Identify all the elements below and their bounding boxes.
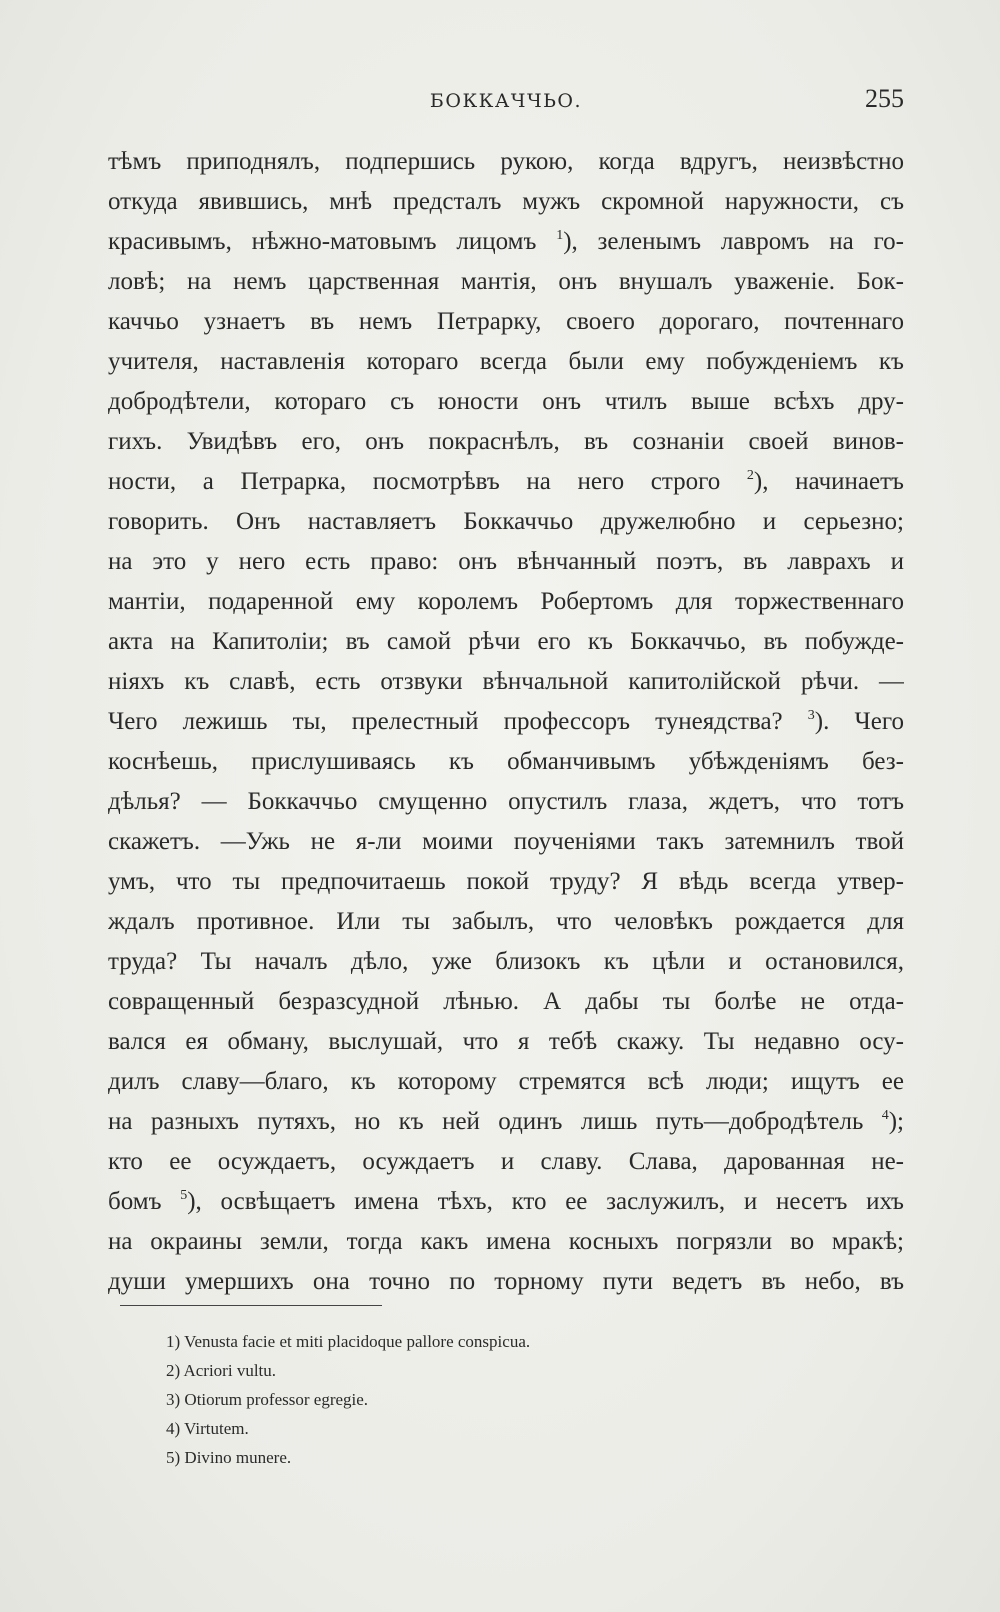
footnote: 2) Acriori vultu. — [166, 1361, 277, 1380]
text-line — [108, 142, 904, 182]
text-line — [108, 702, 904, 742]
text-line — [108, 1102, 904, 1142]
text-segment: ности, а Петрарка, посмотрѣвъ на него строго — [108, 468, 747, 495]
text-segment: добродѣтели, котораго съ юности онъ чтилъ выше всѣхъ дру- — [108, 388, 904, 415]
footnote: 4) Virtutem. — [166, 1419, 249, 1438]
footnote: 1) Venusta facie et miti placidoque pallore conspicua. — [166, 1332, 531, 1351]
text-segment: совращенный безразсудной лѣнью. А дабы ты болѣе не отда- — [108, 988, 904, 1015]
text-line — [108, 382, 904, 422]
footnote-marker: 3 — [807, 708, 815, 723]
text-segment: ніяхъ къ славѣ, есть отзвуки вѣнчальной капитолійской рѣчи. — — [108, 668, 904, 695]
footnote-marker: 4 — [881, 1108, 889, 1123]
page-number: 255 — [865, 84, 904, 113]
text-segment: дѣлья? — Боккаччьо смущенно опустилъ глаза, ждетъ, что тотъ — [108, 788, 904, 815]
text-segment: откуда явившись, мнѣ предсталъ мужъ скромной наружности, съ — [108, 188, 904, 215]
text-segment: ), начинаетъ — [753, 468, 904, 495]
text-line — [108, 302, 904, 342]
text-segment: акта на Капитоліи; въ самой рѣчи его къ Боккаччьо, въ побужде- — [108, 628, 904, 655]
text-line — [108, 942, 904, 982]
text-line — [108, 982, 904, 1022]
text-segment: ), освѣщаетъ имена тѣхъ, кто ее заслужилъ, и несетъ ихъ — [187, 1188, 904, 1215]
footnote-marker: 2 — [746, 468, 754, 483]
text-segment: Чего лежишь ты, прелестный профессоръ тунеядства? — [108, 708, 808, 735]
running-title: БОККАЧЧЬО. — [429, 90, 583, 112]
text-segment: коснѣешь, прислушиваясь къ обманчивымъ убѣжденіямъ без- — [108, 748, 904, 775]
text-segment: вался ея обману, выслушай, что я тебѣ скажу. Ты недавно осу- — [108, 1028, 904, 1055]
footnote-marker: 5 — [180, 1188, 188, 1203]
text-line — [108, 542, 904, 582]
footnote-marker: 1 — [556, 228, 564, 243]
text-line — [108, 862, 904, 902]
text-segment: говорить. Онъ наставляетъ Боккаччьо дружелюбно и серьезно; — [108, 508, 904, 535]
text-line — [108, 262, 904, 302]
footnote: 5) Divino munere. — [166, 1448, 292, 1467]
text-line — [108, 1022, 904, 1062]
text-line — [108, 1062, 904, 1102]
text-segment: ). Чего — [814, 708, 904, 735]
text-segment: гихъ. Увидѣвъ его, онъ покраснѣлъ, въ сознаніи своей винов- — [108, 428, 904, 455]
text-segment: на разныхъ путяхъ, но къ ней одинъ лишь путь—добродѣтель — [108, 1108, 882, 1135]
text-line — [108, 342, 904, 382]
text-segment: ждалъ противное. Или ты забылъ, что человѣкъ рождается для — [108, 908, 904, 935]
text-segment: дилъ славу—благо, къ которому стремятся всѣ люди; ищутъ ее — [108, 1068, 904, 1095]
text-segment: ловѣ; на немъ царственная мантія, онъ внушалъ уваженіе. Бок- — [108, 268, 904, 295]
text-segment: учителя, наставленія котораго всегда были ему побужденіемъ къ — [108, 348, 904, 375]
text-segment: скажетъ. —Ужь не я-ли моими поученіями такъ затемнилъ твой — [108, 828, 904, 855]
text-line — [108, 422, 904, 462]
text-line — [108, 742, 904, 782]
footnotes — [166, 1327, 726, 1472]
footnote-separator — [120, 1305, 382, 1306]
text-segment: на окраины земли, тогда какъ имена косныхъ погрязли во мракѣ; — [108, 1228, 904, 1255]
text-line — [108, 662, 904, 702]
text-line — [108, 1262, 904, 1302]
text-segment: души умершихъ она точно по торному пути ведетъ въ небо, въ — [108, 1268, 904, 1295]
text-line — [108, 1182, 904, 1222]
running-head — [108, 84, 904, 114]
text-segment: каччьо узнаетъ въ немъ Петрарку, своего дорогаго, почтеннаго — [108, 308, 904, 335]
text-line — [108, 462, 904, 502]
text-segment: ); — [888, 1108, 904, 1135]
text-segment: труда? Ты началъ дѣло, уже близокъ къ цѣли и остановился, — [108, 948, 904, 975]
text-line — [108, 1222, 904, 1262]
footnote: 3) Otiorum professor egregie. — [166, 1390, 369, 1409]
text-segment: на это у него есть право: онъ вѣнчанный поэтъ, въ лаврахъ и — [108, 548, 904, 575]
text-line — [108, 622, 904, 662]
text-segment: умъ, что ты предпочитаешь покой труду? Я вѣдь всегда утвер- — [108, 868, 904, 895]
text-line — [108, 222, 904, 262]
text-line — [108, 582, 904, 622]
text-segment: красивымъ, нѣжно-матовымъ лицомъ — [108, 228, 557, 255]
text-segment: бомъ — [108, 1188, 181, 1215]
text-line — [108, 902, 904, 942]
text-segment: мантіи, подаренной ему королемъ Робертомъ для торжественнаго — [108, 588, 904, 615]
body-text — [108, 142, 904, 1302]
text-line — [108, 782, 904, 822]
text-segment: тѣмъ приподнялъ, подпершись рукою, когда вдругъ, неизвѣстно — [108, 148, 904, 175]
text-segment: кто ее осуждаетъ, осуждаетъ и славу. Слава, дарованная не- — [108, 1148, 904, 1175]
text-line — [108, 502, 904, 542]
text-line — [108, 182, 904, 222]
text-segment: ), зеленымъ лавромъ на го- — [563, 228, 904, 255]
text-line — [108, 1142, 904, 1182]
text-line — [108, 822, 904, 862]
